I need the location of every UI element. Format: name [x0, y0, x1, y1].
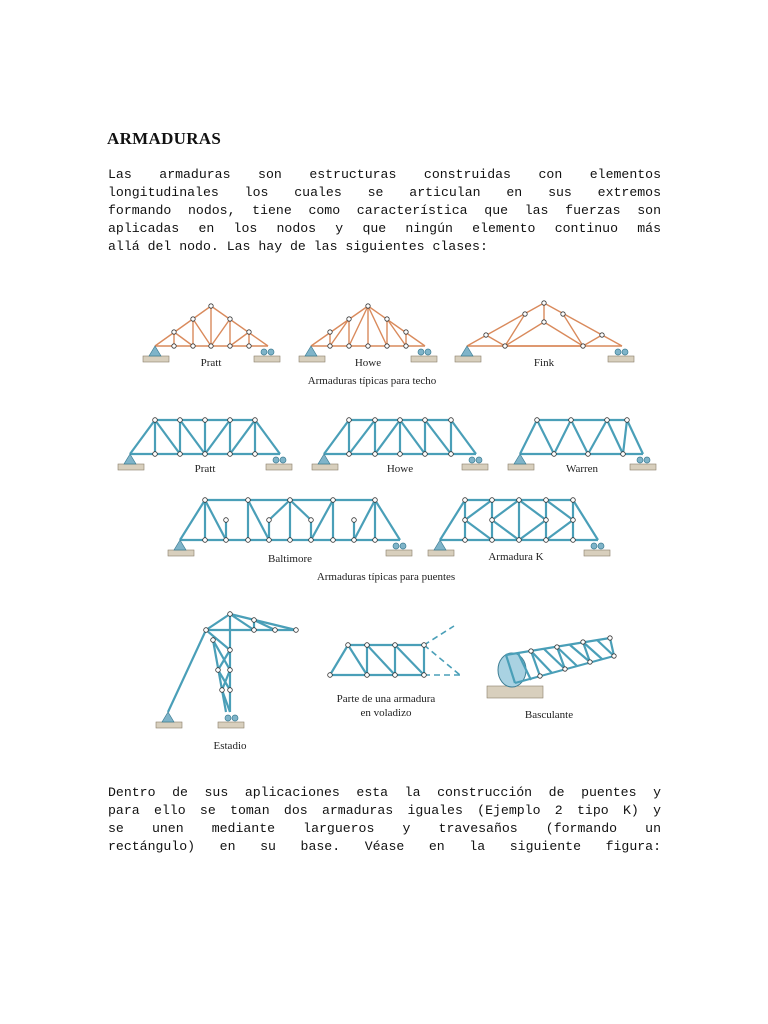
outro-line: Dentro de sus aplicaciones esta la construcción de puentes y: [108, 785, 661, 800]
bridge-pratt-truss: [130, 420, 280, 454]
bridge-group-caption: Armaduras típicas para puentes: [316, 571, 456, 583]
bridge-howe-truss: [324, 420, 476, 454]
bridge-howe-label: Howe: [386, 463, 414, 475]
roof-howe-truss: [311, 306, 425, 346]
bridge-baltimore-truss: [180, 500, 400, 540]
outro-paragraph: [108, 784, 661, 856]
outro-line: para ello se toman dos armaduras iguales (Ejemplo 2 tipo K) y: [108, 803, 661, 818]
roof-pratt-truss: [155, 306, 268, 346]
roof-group-caption: Armaduras típicas para techo: [307, 375, 437, 387]
cantilever-label-line2: en voladizo: [360, 707, 412, 719]
bascule-truss: [487, 636, 616, 698]
bridge-warren-label: Warren: [565, 463, 599, 475]
roof-fink-label: Fink: [533, 357, 555, 369]
bridge-warren-truss: [520, 420, 643, 454]
cantilever-dashed-continuation: [424, 626, 462, 675]
bridge-pratt-label: Pratt: [194, 463, 216, 475]
stadium-label: Estadio: [213, 740, 247, 752]
bridge-row2-supports: [168, 540, 610, 556]
cantilever-label-line1: Parte de una armadura: [336, 693, 436, 705]
bascule-label: Basculante: [524, 709, 574, 721]
stadium-supports: [156, 712, 244, 728]
intro-line: longitudinales los cuales se articulan en sus extremos: [108, 185, 661, 200]
roof-pratt-label: Pratt: [200, 357, 222, 369]
intro-line: Las armaduras son estructuras construidas con elementos: [108, 167, 661, 182]
stadium-nodes: [204, 612, 299, 693]
cantilever-nodes: [328, 643, 427, 678]
outro-line: rectángulo) en su base. Véase en la siguiente figura:: [108, 839, 661, 854]
cantilever-truss: [330, 645, 424, 675]
roof-howe-label: Howe: [354, 357, 382, 369]
bridge-k-label: Armadura K: [488, 551, 544, 563]
intro-line: allá del nodo. Las hay de las siguientes clases:: [108, 239, 488, 254]
bridge-baltimore-label: Baltimore: [268, 553, 312, 565]
page-title: ARMADURAS: [107, 129, 222, 148]
bridge-row1-nodes: [153, 418, 630, 457]
intro-line: formando nodos, tiene como característica que las fuerzas son: [108, 203, 661, 218]
intro-line: aplicadas en los nodos y que ningún elemento continuo más: [108, 221, 661, 236]
outro-line: se unen mediante largueros y travesaños (formando un: [108, 821, 661, 836]
